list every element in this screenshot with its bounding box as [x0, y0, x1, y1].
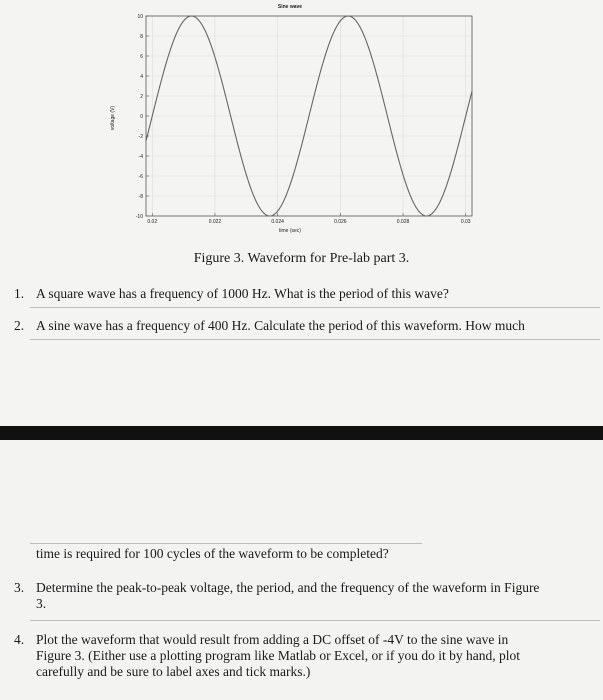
question-4-number: 4.: [14, 632, 25, 647]
y-tick-label: -2: [138, 133, 143, 140]
question-2-number: 2.: [14, 318, 25, 333]
y-tick-label: -4: [138, 153, 143, 160]
x-tick-label: 0.022: [208, 219, 222, 225]
x-tick-label: 0.02: [147, 219, 158, 225]
y-tick-label: 4: [140, 73, 143, 80]
answer-line-2b: [30, 543, 422, 544]
chart-ticks: [136, 14, 471, 225]
sine-wave-chart: [100, 0, 480, 236]
y-tick-label: 6: [140, 53, 143, 60]
x-tick-label: 0.026: [334, 219, 347, 225]
x-tick-label: 0.03: [460, 219, 471, 225]
question-3-number: 3.: [14, 580, 25, 595]
question-1-text: A square wave has a frequency of 1000 Hz. What is the period of this wave?: [36, 286, 449, 301]
y-tick-label: -6: [138, 173, 143, 180]
question-2-part-2: [36, 546, 389, 562]
y-tick-label: -8: [138, 193, 143, 200]
chart-xlabel: time (sec): [279, 228, 301, 234]
question-1-number: 1.: [14, 286, 25, 301]
question-4-text-line-3: carefully and be sure to label axes and tick marks.): [36, 664, 311, 679]
x-tick-label: 0.024: [271, 219, 284, 225]
question-4-text-line-1: Plot the waveform that would result from adding a DC offset of -4V to the sine wave in: [36, 632, 509, 647]
y-tick-label: -10: [135, 213, 143, 220]
y-tick-label: 10: [137, 13, 143, 20]
y-tick-label: 8: [140, 33, 143, 40]
chart-ylabel: voltage (V): [110, 105, 116, 131]
question-3-text-line-2: 3.: [36, 596, 47, 611]
chart-title: Sine wave: [277, 4, 303, 10]
answer-line-3: [30, 620, 600, 621]
answer-line-1: [30, 307, 600, 308]
answer-line-2: [30, 339, 600, 340]
question-4-text-line-2: Figure 3. (Either use a plotting program like Matlab or Excel, or if you do it by hand, plot: [36, 648, 521, 663]
question-2-text-line-1: A sine wave has a frequency of 400 Hz. Calculate the period of this waveform. How much: [36, 318, 525, 333]
y-tick-label: 2: [140, 93, 143, 100]
question-2-text-line-2: time is required for 100 cycles of the waveform to be completed?: [36, 546, 389, 561]
figure-caption: Figure 3. Waveform for Pre-lab part 3.: [193, 251, 410, 266]
question-3-text-line-1: Determine the peak-to-peak voltage, the period, and the frequency of the waveform in Figure: [36, 580, 540, 595]
x-tick-label: 0.028: [396, 219, 410, 225]
y-tick-label: 0: [140, 113, 143, 120]
